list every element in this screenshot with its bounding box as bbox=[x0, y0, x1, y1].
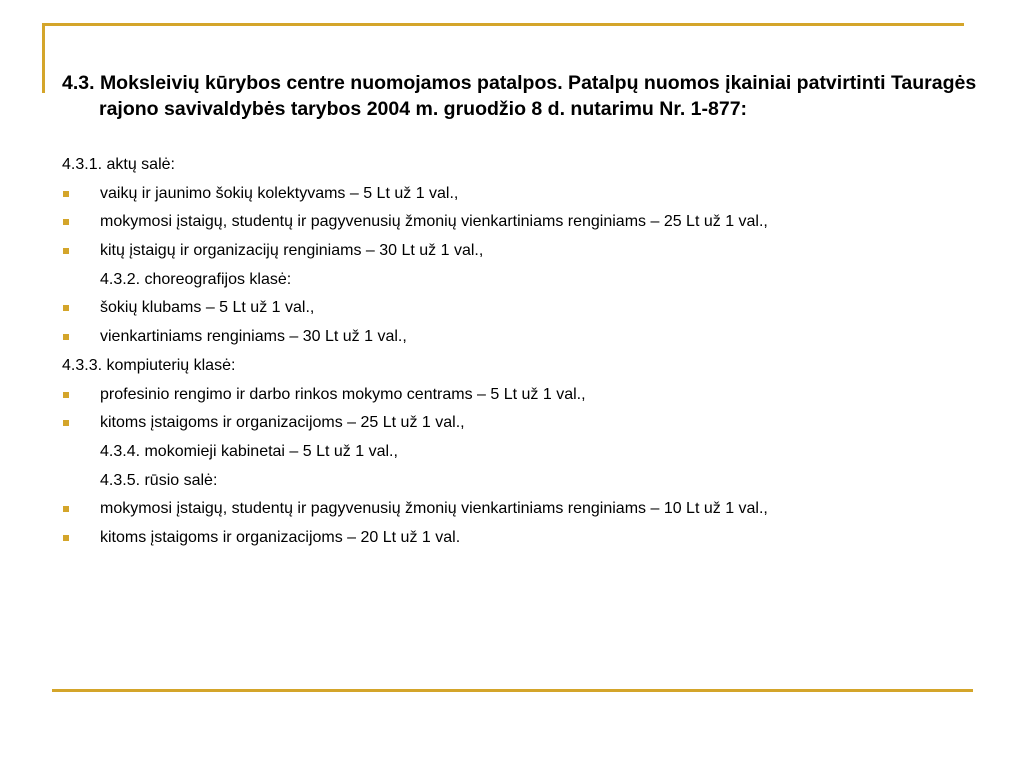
square-bullet-icon bbox=[63, 420, 69, 426]
top-divider bbox=[42, 23, 964, 26]
price-list bbox=[62, 151, 1002, 553]
square-bullet-icon bbox=[63, 392, 69, 398]
list-item: mokymosi įstaigų, studentų ir pagyvenusių žmonių vienkartiniams renginiams – 25 Lt už 1 val., bbox=[62, 208, 1002, 237]
square-bullet-icon bbox=[63, 506, 69, 512]
slide-heading: 4.3. Moksleivių kūrybos centre nuomojamos patalpos. Patalpų nuomos įkainiai patvirtinti Tauragės rajono savivaldybės tarybos 2004 m. gruodžio 8 d. nutarimu Nr. 1-877: bbox=[62, 72, 977, 120]
section-label: 4.3.5. rūsio salė: bbox=[100, 471, 218, 489]
square-bullet-icon bbox=[63, 191, 69, 197]
square-bullet-icon bbox=[63, 219, 69, 225]
list-item: šokių klubams – 5 Lt už 1 val., bbox=[62, 294, 1002, 323]
section-label: 4.3.3. kompiuterių klasė: bbox=[62, 356, 236, 374]
square-bullet-icon bbox=[63, 305, 69, 311]
list-item: vienkartiniams renginiams – 30 Lt už 1 val., bbox=[62, 323, 1002, 352]
list-item: kitoms įstaigoms ir organizacijoms – 25 Lt už 1 val., bbox=[62, 409, 1002, 438]
square-bullet-icon bbox=[63, 248, 69, 254]
square-bullet-icon bbox=[63, 535, 69, 541]
left-divider bbox=[42, 23, 45, 93]
list-item: kitų įstaigų ir organizacijų renginiams – 30 Lt už 1 val., bbox=[62, 237, 1002, 266]
section-label: 4.3.1. aktų salė: bbox=[62, 156, 175, 173]
list-item: profesinio rengimo ir darbo rinkos mokymo centrams – 5 Lt už 1 val., bbox=[62, 381, 1002, 410]
list-item: vaikų ir jaunimo šokių kolektyvams – 5 Lt už 1 val., bbox=[62, 180, 1002, 209]
list-item: kitoms įstaigoms ir organizacijoms – 20 Lt už 1 val. bbox=[62, 524, 1002, 553]
section-label: 4.3.2. choreografijos klasė: bbox=[100, 270, 292, 288]
list-item: mokymosi įstaigų, studentų ir pagyvenusių žmonių vienkartiniams renginiams – 10 Lt už 1 val., bbox=[62, 495, 1002, 524]
section-label: 4.3.4. mokomieji kabinetai – 5 Lt už 1 val., bbox=[100, 442, 398, 460]
square-bullet-icon bbox=[63, 334, 69, 340]
bottom-divider bbox=[52, 689, 973, 692]
